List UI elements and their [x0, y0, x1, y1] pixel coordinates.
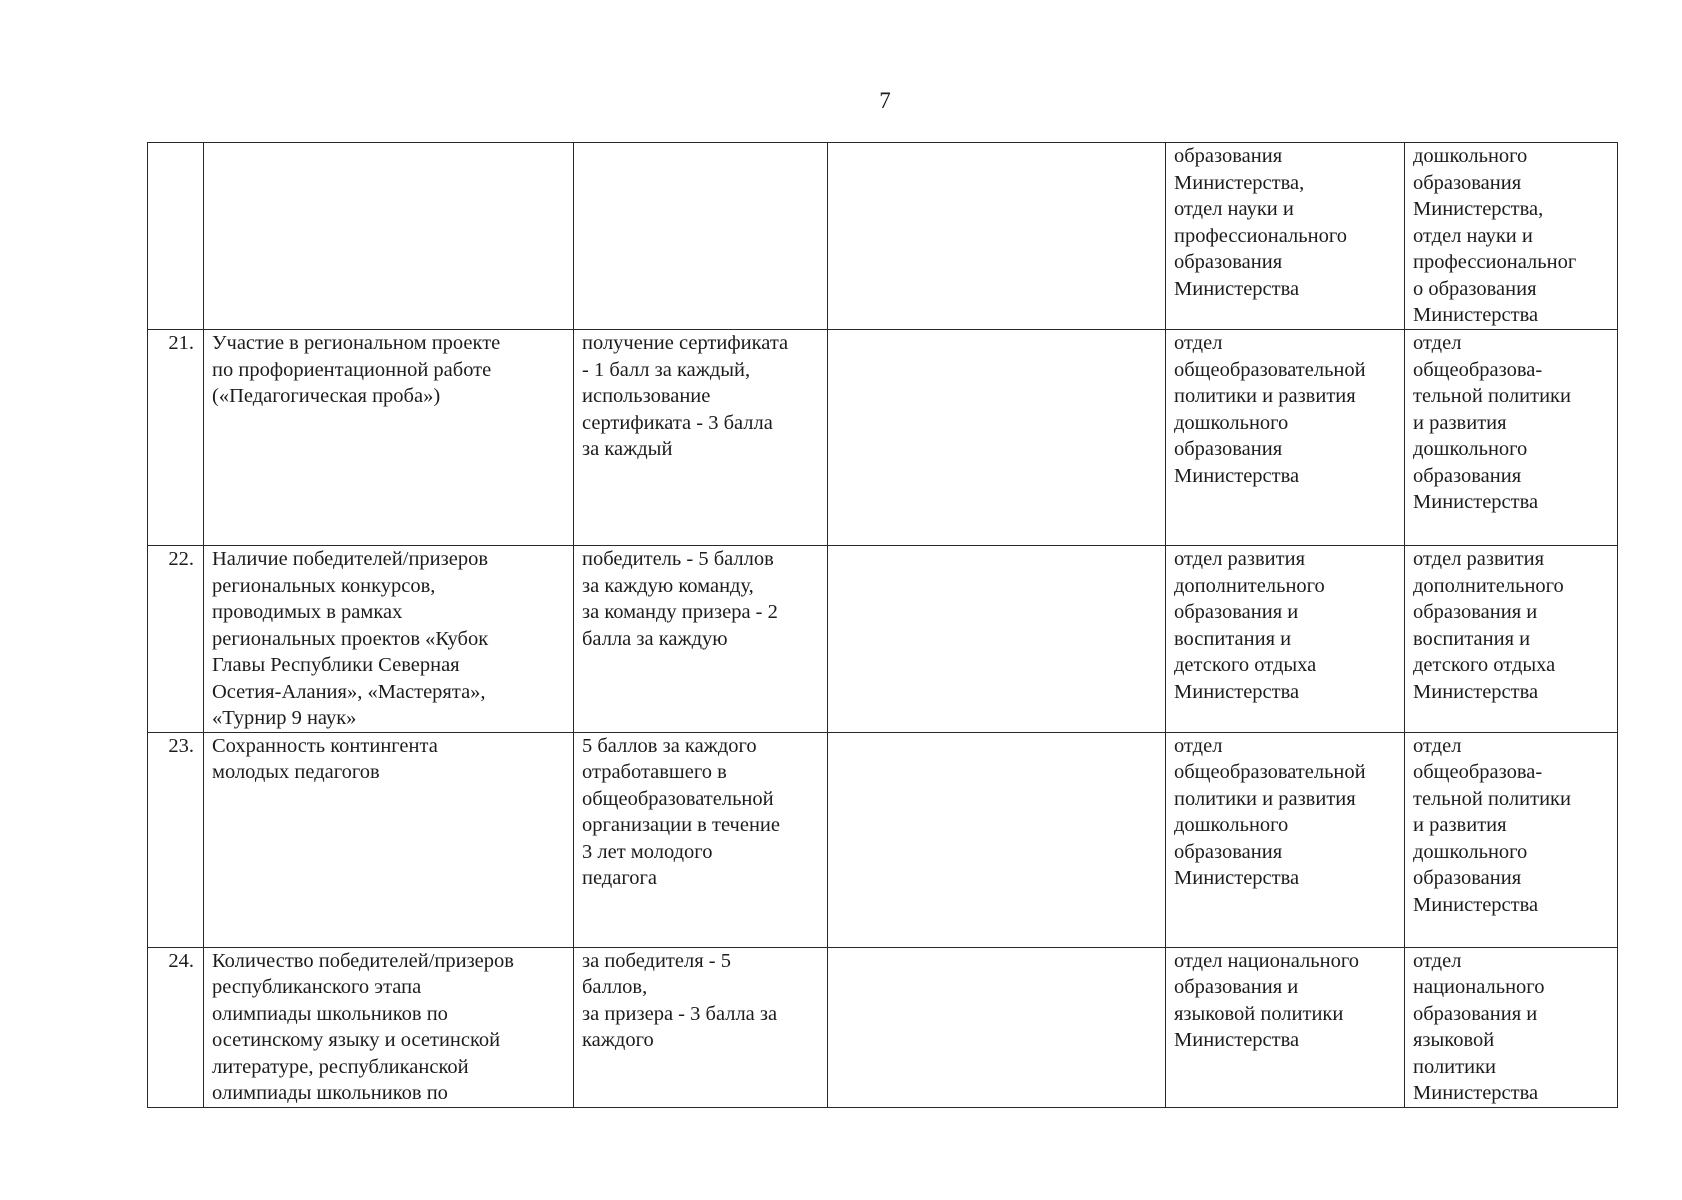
criteria-table [147, 142, 1618, 1108]
cell-line: региональных проектов «Кубок [212, 627, 489, 650]
cell-line: образования [1174, 251, 1283, 273]
cell-line: баллов, [582, 976, 648, 998]
cell-line: Министерства [1174, 464, 1300, 487]
cell-line: отдел науки и [1413, 224, 1533, 247]
cell-line: за победителя - 5 [582, 949, 731, 972]
cell-line: политики и развития [1174, 385, 1356, 407]
cell-line: Осетия-Алания», «Мастерята», [212, 680, 486, 703]
cell-line: образования [1174, 840, 1283, 863]
cell-line: воспитания и [1174, 627, 1292, 650]
cell-line: образования и [1174, 601, 1299, 623]
row-number: 22. [148, 546, 204, 733]
cell-line: осетинскому языку и осетинской [212, 1029, 501, 1051]
cell-line: Участие в региональном проекте [212, 332, 501, 354]
page-number: 7 [879, 88, 891, 113]
indicator-cell [204, 947, 574, 1107]
cell-line: дошкольного [1413, 438, 1528, 460]
responsible-cell-a [1166, 143, 1405, 330]
cell-line: тельной политики [1413, 385, 1571, 407]
cell-line: тельной политики [1413, 787, 1571, 810]
responsible-cell-b [1405, 732, 1618, 947]
cell-line: общеобразова- [1413, 761, 1543, 783]
cell-line: профессионального [1174, 224, 1347, 247]
cell-line: использование [582, 385, 711, 407]
cell-line: олимпиады школьников по [212, 1082, 448, 1104]
cell-line: Министерства [1413, 304, 1539, 326]
responsible-cell-b [1405, 143, 1618, 330]
cell-line: проводимых в рамках [212, 601, 403, 623]
cell-line: дошкольного [1413, 840, 1528, 863]
cell-line: отдел [1413, 332, 1462, 354]
empty-cell [828, 546, 1166, 733]
cell-line: дополнительного [1413, 574, 1564, 597]
criteria-cell [574, 732, 828, 947]
table-row [148, 546, 1618, 733]
table-row [148, 947, 1618, 1107]
cell-line: отдел [1174, 332, 1223, 354]
cell-line: за призера - 3 балла за [582, 1002, 778, 1025]
cell-line: образования [1174, 438, 1283, 460]
cell-line: языковой [1413, 1029, 1495, 1051]
cell-line: образования [1413, 171, 1522, 194]
cell-line: - 1 балл за каждый, [582, 358, 751, 381]
cell-line: общеобразовательной [1174, 761, 1366, 783]
cell-line: региональных конкурсов, [212, 574, 436, 597]
cell-line: о образования [1413, 277, 1537, 300]
cell-line: дополнительного [1174, 574, 1325, 597]
cell-line: отдел [1413, 734, 1462, 757]
cell-line: политики и развития [1174, 787, 1356, 810]
cell-line: за каждый [582, 438, 673, 460]
cell-line: образования [1413, 867, 1522, 889]
cell-line: Министерства [1413, 893, 1539, 916]
cell-line: детского отдыха [1174, 654, 1317, 676]
empty-cell [828, 143, 1166, 330]
cell-line: воспитания и [1413, 627, 1531, 650]
cell-line: за команду призера - 2 [582, 601, 778, 623]
criteria-cell [574, 947, 828, 1107]
row-number: 23. [148, 732, 204, 947]
cell-line: Министерства [1174, 277, 1300, 300]
empty-cell [828, 732, 1166, 947]
indicator-cell [204, 330, 574, 546]
cell-line: профессиональног [1413, 251, 1577, 273]
cell-line: 3 лет молодого [582, 840, 713, 863]
cell-line: организации в течение [582, 814, 780, 836]
cell-line: дошкольного [1174, 411, 1289, 434]
cell-line: общеобразовательной [1174, 358, 1366, 381]
criteria-cell [574, 330, 828, 546]
cell-line: и развития [1413, 814, 1507, 836]
cell-line: балла за каждую [582, 627, 728, 650]
indicator-cell [204, 732, 574, 947]
cell-line: по профориентационной работе [212, 358, 492, 381]
cell-line: Министерства [1174, 867, 1300, 889]
cell-line: Сохранность контингента [212, 734, 438, 757]
responsible-cell-a [1166, 546, 1405, 733]
cell-line: отдел развития [1174, 548, 1306, 570]
row-number: 21. [148, 330, 204, 546]
cell-line: («Педагогическая проба») [212, 385, 441, 407]
cell-line: молодых педагогов [212, 761, 380, 783]
cell-line: каждого [582, 1029, 654, 1051]
responsible-cell-b [1405, 947, 1618, 1107]
responsible-cell-b [1405, 546, 1618, 733]
cell-line: Министерства, [1174, 171, 1305, 194]
cell-line: отдел [1413, 949, 1462, 972]
cell-line: за каждую команду, [582, 574, 754, 597]
cell-line: отработавшего в [582, 761, 727, 783]
cell-line: 5 баллов за каждого [582, 734, 757, 757]
cell-line: Министерства, [1413, 198, 1544, 220]
cell-line: отдел науки и [1174, 198, 1294, 220]
cell-line: Министерства [1413, 491, 1539, 513]
row-number [148, 143, 204, 330]
cell-line: дошкольного [1174, 814, 1289, 836]
responsible-cell-b [1405, 330, 1618, 546]
cell-line: национального [1413, 976, 1545, 998]
cell-line: языковой политики [1174, 1002, 1344, 1025]
cell-line: сертификата - 3 балла [582, 411, 773, 434]
table-row [148, 143, 1618, 330]
empty-cell [828, 330, 1166, 546]
cell-line: педагога [582, 867, 657, 889]
cell-line: детского отдыха [1413, 654, 1556, 676]
cell-line: отдел развития [1413, 548, 1545, 570]
cell-line: победитель - 5 баллов [582, 548, 774, 570]
cell-line: образования и [1413, 1002, 1538, 1025]
cell-line: политики [1413, 1055, 1497, 1078]
cell-line: Министерства [1413, 680, 1539, 703]
cell-line: и развития [1413, 411, 1507, 434]
cell-line: образования [1174, 145, 1283, 167]
cell-line: «Турнир 9 наук» [212, 707, 357, 729]
cell-line: Министерства [1174, 680, 1300, 703]
cell-line: образования и [1413, 601, 1538, 623]
cell-line: образования и [1174, 976, 1299, 998]
cell-line: образования [1413, 464, 1522, 487]
responsible-cell-a [1166, 330, 1405, 546]
table-row [148, 732, 1618, 947]
table-body [148, 143, 1618, 1108]
cell-line: общеобразова- [1413, 358, 1543, 381]
cell-line: олимпиады школьников по [212, 1002, 448, 1025]
empty-cell [828, 947, 1166, 1107]
cell-line: республиканского этапа [212, 976, 422, 998]
indicator-cell [204, 143, 574, 330]
cell-line: Количество победителей/призеров [212, 949, 514, 972]
cell-line: общеобразовательной [582, 787, 774, 810]
cell-line: отдел [1174, 734, 1223, 757]
cell-line: дошкольного [1413, 145, 1528, 167]
criteria-cell [574, 546, 828, 733]
cell-line: Главы Республики Северная [212, 654, 460, 676]
cell-line: отдел национального [1174, 949, 1360, 972]
responsible-cell-a [1166, 947, 1405, 1107]
table-row [148, 330, 1618, 546]
indicator-cell [204, 546, 574, 733]
row-number: 24. [148, 947, 204, 1107]
cell-line: получение сертификата [582, 332, 789, 354]
responsible-cell-a [1166, 732, 1405, 947]
cell-line: Министерства [1413, 1082, 1539, 1104]
cell-line: Министерства [1174, 1029, 1300, 1051]
cell-line: Наличие победителей/призеров [212, 548, 489, 570]
criteria-cell [574, 143, 828, 330]
cell-line: литературе, республиканской [212, 1055, 469, 1078]
